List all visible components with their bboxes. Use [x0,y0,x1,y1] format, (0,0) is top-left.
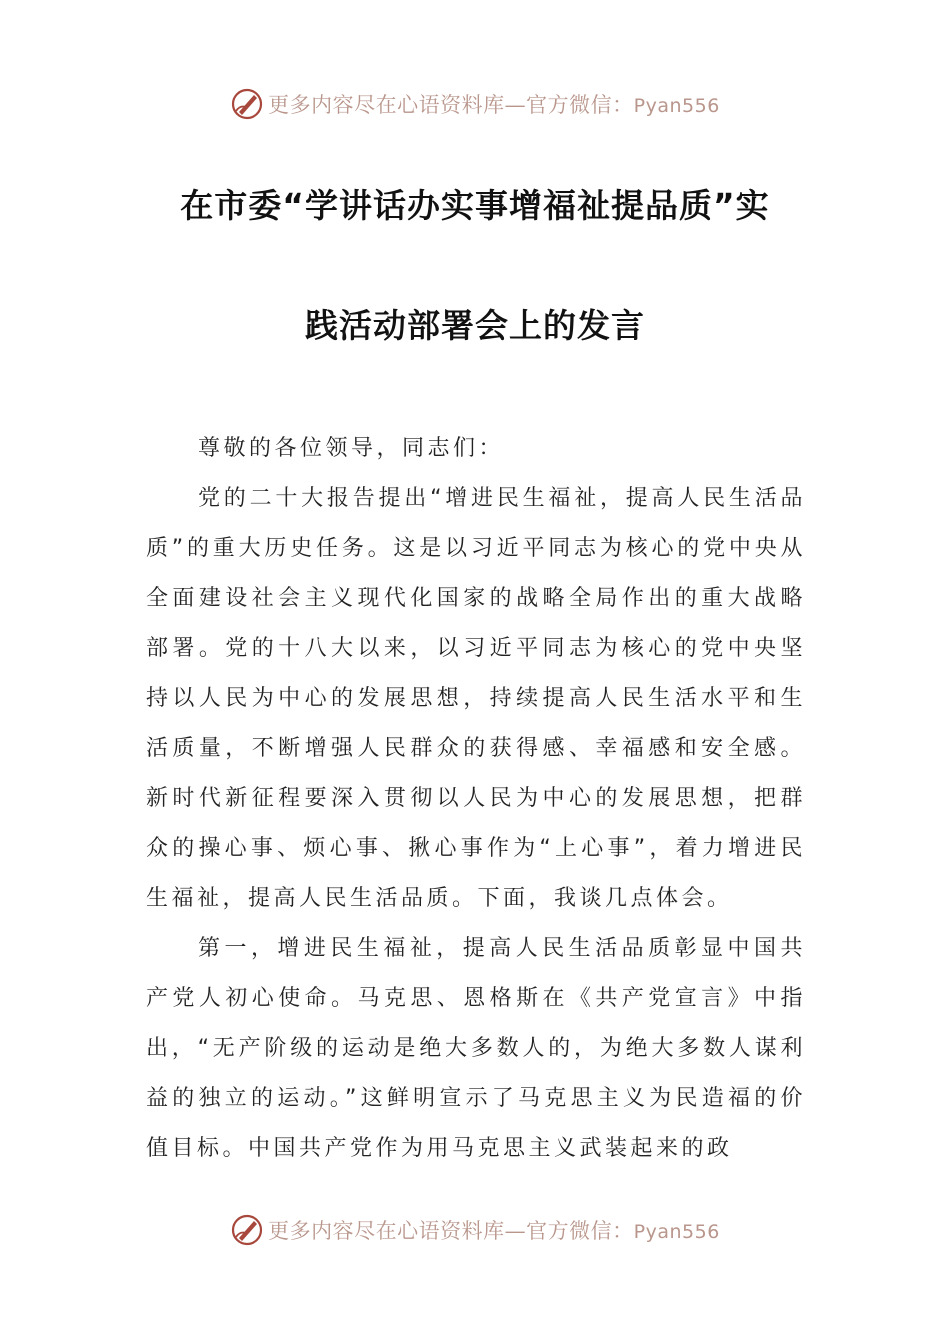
document-title-line-1: 在市委“学讲话办实事增福祉提品质”实 [180,186,770,225]
document-title-line-2: 践活动部署会上的发言 [305,306,645,345]
paragraph-intro: 党的二十大报告提出“增进民生福祉，提高人民生活品质”的重大历史任务。这是以习近平同志为核心的党中央从全面建设社会主义现代化国家的战略全局作出的重大战略部署。党的十八大以来，以习近平同志为核心的党中央坚持以人民为中心的发展思想，持续提高人民生活水平和生活质量，不断增强人民群众的获得感、幸福感和安全感。新时代新征程要深入贯彻以人民为中心的发展思想，把群众的操心事、烦心事、揪心事作为“上心事”，着力增进民生福祉，提高人民生活品质。下面，我谈几点体会。 [146,486,806,911]
watermark-text: 更多内容尽在心语资料库—官方微信：Pyan556 [268,1219,720,1243]
watermark-banner-top [0,84,950,124]
pen-logo-icon [230,1213,264,1247]
pen-logo-icon [230,87,264,121]
watermark-text: 更多内容尽在心语资料库—官方微信：Pyan556 [268,93,720,117]
watermark-banner-bottom [0,1210,950,1250]
salutation: 尊敬的各位领导，同志们： [198,436,505,461]
document-body [146,424,806,1174]
paragraph-first-point: 第一，增进民生福祉，提高人民生活品质彰显中国共产党人初心使命。马克思、恩格斯在《共产党宣言》中指出，“无产阶级的运动是绝大多数人的，为绝大多数人谋利益的独立的运动。”这鲜明宣示了马克思主义为民造福的价值目标。中国共产党作为用马克思主义武装起来的政 [146,936,806,1161]
